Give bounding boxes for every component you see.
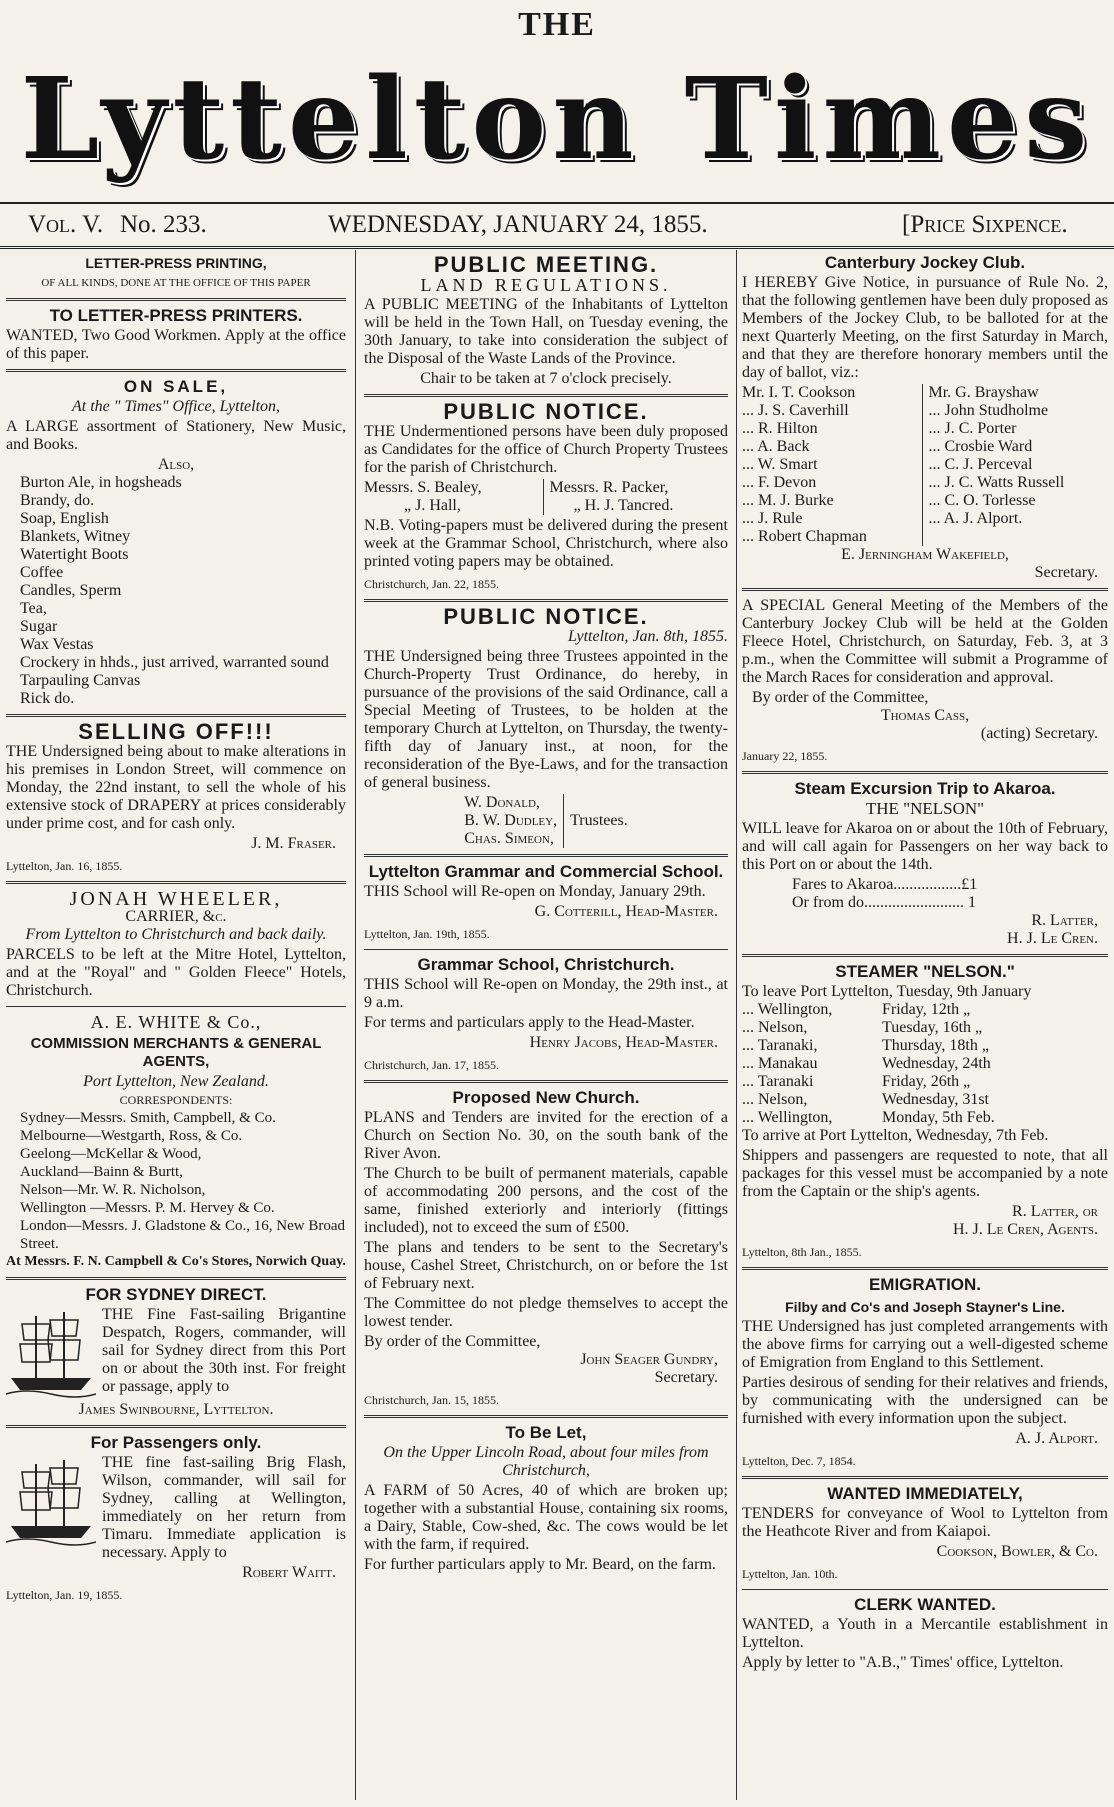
gsc-signature: Henry Jacobs, Head-Master. <box>529 1034 718 1051</box>
emigration-text: THE Undersigned has just completed arrangements with the above firms for carrying out a well-digested scheme of Emigration from England to this Settlement. <box>742 1318 1108 1371</box>
church-signature: John Seager Gundry, <box>580 1351 718 1368</box>
list-item: ... A. Back <box>742 438 810 455</box>
list-item: London—Messrs. J. Gladstone & Co., 16, New Broad Street. <box>20 1218 345 1252</box>
to-let-sub: On the Upper Lincoln Road, about four miles from Christchurch, <box>383 1444 709 1479</box>
special-meeting-text: A SPECIAL General Meeting of the Members of the Canterbury Jockey Club will be held at the Golden Fleece Hotel, Christchurch, on Saturday, Feb. 3, at 3 p.m., when the Committee will submit a Programme of the March Races for consideration and approval. <box>742 597 1108 686</box>
trustees-block <box>364 794 728 848</box>
jockey-signature: E. Jerningham Wakefield, <box>841 546 1009 563</box>
issue-number: No. 233. <box>120 211 207 238</box>
list-item: Burton Ale, in hogsheads <box>20 474 182 491</box>
list-item: Wellington —Messrs. P. M. Hervey & Co. <box>20 1200 275 1216</box>
public-meeting-sub: LAND REGULATIONS. <box>420 275 672 295</box>
list-item: Crockery in hhds., just arrived, warranted sound <box>20 654 329 671</box>
table-row <box>742 1091 1108 1109</box>
list-item: Wax Vestas <box>20 636 94 653</box>
table-cell: Friday, 12th „ <box>882 1001 971 1018</box>
printers-text: WANTED, Two Good Workmen. Apply at the office of this paper. <box>6 327 346 362</box>
list-item: „ H. J. Tancred. <box>573 497 674 514</box>
public-notice-1-text: THE Undermentioned persons have been duly proposed as Candidates for the office of Church Property Trustees for the parish of Christchurch. <box>364 423 728 476</box>
list-item: Messrs. S. Bealey, <box>364 479 482 496</box>
list-item: Mr. G. Brayshaw <box>928 384 1039 401</box>
column-rule-2 <box>736 250 737 1800</box>
list-item: ... A. J. Alport. <box>928 510 1023 527</box>
list-item: Brandy, do. <box>20 492 95 509</box>
list-item: ... John Studholme <box>928 402 1049 419</box>
list-item: Soap, English <box>20 510 109 527</box>
church-text-4: The Committee do not pledge themselves to accept the lowest tender. <box>364 1295 728 1330</box>
list-item: ... M. J. Burke <box>742 492 834 509</box>
public-meeting-chair: Chair to be taken at 7 o'clock precisely. <box>420 370 672 387</box>
divider <box>364 394 728 397</box>
table-row <box>742 1037 1108 1055</box>
list-item: Nelson—Mr. W. R. Nicholson, <box>20 1182 206 1198</box>
onsale-also: Also, <box>157 456 195 473</box>
list-item: ... F. Devon <box>742 474 817 491</box>
selling-heading: SELLING OFF!!! <box>78 719 274 744</box>
steam-excursion-sub: THE "NELSON" <box>865 799 985 818</box>
printers-heading: TO LETTER-PRESS PRINTERS. <box>49 306 303 325</box>
table-cell: Tuesday, 16th „ <box>882 1019 983 1036</box>
column-3 <box>742 250 1108 1800</box>
gsc-date: Christchurch, Jan. 17, 1855. <box>364 1058 499 1072</box>
clerk-wanted-text: WANTED, a Youth in a Mercantile establishment in Lyttelton. <box>742 1616 1108 1651</box>
table-cell: ... Nelson, <box>742 1091 808 1108</box>
masthead-the: THE <box>518 6 596 43</box>
table-row <box>742 1109 1108 1127</box>
selling-signature: J. M. Fraser. <box>251 835 336 852</box>
divider <box>364 854 728 857</box>
list-item: ... J. Rule <box>742 510 803 527</box>
divider <box>742 1589 1108 1590</box>
public-notice-1-heading: PUBLIC NOTICE. <box>443 399 649 424</box>
public-meeting-heading: PUBLIC MEETING. <box>433 252 659 277</box>
divider <box>6 1425 346 1428</box>
jockey-club-text: I HEREBY Give Notice, in pursuance of Rule No. 2, that the following gentlemen have been duly proposed as Members of the Jockey Club, to be balloted for at the next Quarterly Meeting, on the first Saturday in March, and that they are therefore honorary members until the day of ballot, viz.: <box>742 274 1108 381</box>
column-2 <box>364 250 728 1800</box>
special-meeting-date: January 22, 1855. <box>742 749 828 763</box>
public-notice-2-date: Lyttelton, Jan. 8th, 1855. <box>568 628 728 645</box>
steam-signature: R. Latter, <box>1031 912 1098 929</box>
steam-excursion-heading: Steam Excursion Trip to Akaroa. <box>794 779 1056 798</box>
table-cell: Wednesday, 24th <box>882 1055 991 1072</box>
volume: Vol. V. <box>28 211 104 238</box>
divider <box>6 1277 346 1280</box>
candidates <box>364 479 728 515</box>
steamer-arrive: To arrive at Port Lyttelton, Wednesday, 7th Feb. <box>742 1127 1049 1144</box>
white-heading: A. E. WHITE & Co., <box>90 1012 262 1032</box>
wanted-immediately-text: TENDERS for conveyance of Wool to Lyttelton from the Heathcote River and from Kaiapoi. <box>742 1505 1108 1540</box>
list-item: ... W. Smart <box>742 456 818 473</box>
to-let-text: A FARM of 50 Acres, 40 of which are broken up; together with a substantial House, containing six rooms, a Dairy, Stable, Cow-shed, &c. The cows would be let with the farm, if required. <box>364 1482 728 1553</box>
list-item: Blankets, Witney <box>20 528 131 545</box>
special-meeting-signature: Thomas Cass, <box>880 707 970 724</box>
selling-date: Lyttelton, Jan. 16, 1855. <box>6 859 123 873</box>
divider <box>364 1415 728 1418</box>
steamer-first-row: To leave Port Lyttelton, Tuesday, 9th January <box>742 983 1032 1000</box>
steamer-signature: R. Latter, or <box>1012 1203 1098 1220</box>
divider <box>6 714 346 717</box>
masthead <box>0 0 1114 210</box>
white-sub: COMMISSION MERCHANTS & GENERAL AGENTS, <box>30 1035 322 1070</box>
onsale-heading: ON SALE, <box>123 377 229 396</box>
correspondents-label: CORRESPONDENTS: <box>119 1093 233 1107</box>
church-text: PLANS and Tenders are invited for the erection of a Church on Section No. 30, on the south bank of the River Avon. <box>364 1109 728 1162</box>
list-item: Sydney—Messrs. Smith, Campbell, & Co. <box>20 1110 276 1126</box>
price: [Price Sixpence. <box>902 211 1068 238</box>
divider <box>6 881 346 884</box>
list-item: Chas. Simeon, <box>464 830 554 847</box>
table-cell: Wednesday, 31st <box>882 1091 989 1108</box>
jockey-signature-2: Secretary. <box>1034 564 1098 581</box>
list-item: ... Crosbie Ward <box>928 438 1033 455</box>
list-item: Mr. I. T. Cookson <box>742 384 856 401</box>
list-item: ... J. C. Watts Russell <box>928 474 1065 491</box>
divider <box>742 771 1108 774</box>
steam-excursion-text: WILL leave for Akaroa on or about the 10th of February, and will call again for Passengers on her way back to this Port on or about the 14th. <box>742 820 1108 873</box>
list-item: „ J. Hall, <box>404 497 461 514</box>
issue-date: WEDNESDAY, JANUARY 24, 1855. <box>328 211 708 238</box>
divider <box>742 1267 1108 1270</box>
public-notice-2-text: THE Undersigned being three Trustees appointed in the Church-Property Trust Ordinance, do hereby, in pursuance of the provisions of the said Ordinance, call a Special Meeting of Trustees, to be holden at the temporary Church at Lyttelton, on Thursday, the twenty-fifth day of January inst., at noon, for the reconsideration of the Bye-Laws, and for the transaction of general business. <box>364 648 728 791</box>
wanted-immediately-signature: Cookson, Bowler, & Co. <box>936 1543 1098 1560</box>
letterpress-sub: OF ALL KINDS, DONE AT THE OFFICE OF THIS PAPER <box>41 277 311 289</box>
list-item: Watertight Boots <box>20 546 129 563</box>
table-row <box>742 1001 1108 1019</box>
passengers-signature: Robert Waitt. <box>242 1564 336 1581</box>
table-row <box>742 1073 1108 1091</box>
list-item: ... J. S. Caverhill <box>742 402 849 419</box>
divider <box>6 298 346 301</box>
emigration-text-2: Parties desirous of sending for their relatives and friends, by communicating with the undersigned can be furnished with every information upon the subject. <box>742 1374 1108 1427</box>
steamer-date: Lyttelton, 8th Jan., 1855. <box>742 1245 862 1259</box>
letterpress-title: LETTER-PRESS PRINTING, <box>85 255 267 271</box>
divider <box>742 1476 1108 1479</box>
special-meeting-signature-2: (acting) Secretary. <box>980 725 1098 742</box>
sydney-text: THE Fine Fast-sailing Brigantine Despatch, Rogers, commander, will sail for Sydney direct from this Port on or about the 30th inst. For freight or passage, apply to <box>102 1306 346 1395</box>
public-meeting-text: A PUBLIC MEETING of the Inhabitants of Lyttelton will be held in the Town Hall, on Tuesday evening, the 30th January, to take into consideration the subject of the Disposal of the Waste Lands of the Province. <box>364 296 728 367</box>
list-item: Auckland—Bainn & Burtt, <box>20 1164 183 1180</box>
divider <box>6 369 346 372</box>
column-1 <box>6 250 346 1800</box>
church-text-2: The Church to be built of permanent materials, capable of accommodating 200 persons, and the cost of the same, finished exteriorly and interiorly (fittings included), not to exceed the sum of £500. <box>364 1165 728 1236</box>
list-item: ... J. C. Porter <box>928 420 1017 437</box>
lgs-signature: G. Cotterill, Head-Master. <box>534 903 718 920</box>
church-order: By order of the Committee, <box>364 1333 541 1350</box>
public-notice-1-nb: N.B. Voting-papers must be delivered during the present week at the Grammar School, Christchurch, where also printed voting papers may be obtained. <box>364 517 728 570</box>
table-row <box>742 1055 1108 1073</box>
newspaper-title: Lyttelton Times <box>20 54 1094 185</box>
special-meeting-order: By order of the Committee, <box>752 689 929 706</box>
list-item: Candles, Sperm <box>20 582 122 599</box>
table-cell: ... Taranaki <box>742 1073 814 1090</box>
jockey-club-heading: Canterbury Jockey Club. <box>824 253 1026 272</box>
table-cell: ... Wellington, <box>742 1109 833 1126</box>
to-let-text-2: For further particulars apply to Mr. Beard, on the farm. <box>364 1556 716 1573</box>
jonah-route: From Lyttelton to Christchurch and back daily. <box>25 926 327 943</box>
list-item: W. Donald, <box>464 794 540 811</box>
table-cell: Monday, 5th Feb. <box>882 1109 995 1126</box>
emigration-sub: Filby and Co's and Joseph Stayner's Line. <box>785 1299 1065 1315</box>
emigration-signature: A. J. Alport. <box>1015 1430 1098 1447</box>
white-place: Port Lyttelton, New Zealand. <box>83 1073 269 1090</box>
sydney-heading: FOR SYDNEY DIRECT. <box>85 1285 267 1304</box>
divider <box>6 1006 346 1007</box>
gsc-text-2: For terms and particulars apply to the Head-Master. <box>364 1014 695 1031</box>
divider <box>364 599 728 602</box>
to-let-heading: To Be Let, <box>505 1423 587 1442</box>
list-item: Geelong—McKellar & Wood, <box>20 1146 202 1162</box>
trustees-label: Trustees. <box>570 812 628 829</box>
emigration-heading: EMIGRATION. <box>868 1275 982 1294</box>
steam-signature-2: H. J. Le Cren. <box>1007 930 1098 947</box>
lgs-heading: Lyttelton Grammar and Commercial School. <box>368 862 724 881</box>
divider <box>364 949 728 950</box>
public-notice-1-date: Christchurch, Jan. 22, 1855. <box>364 577 499 591</box>
sydney-signature: James Swinbourne, Lyttelton. <box>78 1401 274 1418</box>
passengers-heading: For Passengers only. <box>90 1433 262 1452</box>
passengers-date: Lyttelton, Jan. 19, 1855. <box>6 1588 123 1602</box>
ship-icon <box>6 1454 96 1549</box>
list-item: B. W. Dudley, <box>464 812 558 829</box>
jonah-heading: JONAH WHEELER, <box>69 888 283 910</box>
table-cell: Friday, 26th „ <box>882 1073 971 1090</box>
onsale-items <box>6 474 346 708</box>
divider <box>364 1080 728 1083</box>
church-date: Christchurch, Jan. 15, 1855. <box>364 1393 499 1407</box>
lgs-text: THIS School will Re-open on Monday, January 29th. <box>364 883 706 900</box>
divider <box>742 588 1108 591</box>
list-item: ... C. J. Perceval <box>928 456 1033 473</box>
church-heading: Proposed New Church. <box>452 1088 640 1107</box>
clerk-wanted-text-2: Apply by letter to "A.B.," Times' office, Lyttelton. <box>742 1654 1064 1671</box>
fares-from: Or from do......................... 1 <box>792 894 976 911</box>
list-item: Coffee <box>20 564 64 581</box>
emigration-date: Lyttelton, Dec. 7, 1854. <box>742 1454 856 1468</box>
table-cell: ... Manakau <box>742 1055 818 1072</box>
steamer-text: Shippers and passengers are requested to note, that all packages for this vessel must be accompanied by a note from the Captain or the ship's agents. <box>742 1147 1108 1200</box>
steamer-nelson-heading: STEAMER "NELSON." <box>835 962 1015 981</box>
list-item: Melbourne—Westgarth, Ross, & Co. <box>20 1128 243 1144</box>
wanted-immediately-date: Lyttelton, Jan. 10th. <box>742 1567 838 1581</box>
list-item: Tarpauling Canvas <box>20 672 141 689</box>
list-item: Rick do. <box>20 690 75 707</box>
list-item: Sugar <box>20 618 58 635</box>
lgs-date: Lyttelton, Jan. 19th, 1855. <box>364 927 490 941</box>
gsc-text: THIS School will Re-open on Monday, the 29th inst., at 9 a.m. <box>364 976 728 1011</box>
table-cell: ... Taranaki, <box>742 1037 818 1054</box>
column-rule-1 <box>355 250 356 1800</box>
list-item: Tea, <box>20 600 47 617</box>
passengers-text: THE fine fast-sailing Brig Flash, Wilson, commander, will sail for Sydney, calling at Wellington, immediately on her return from Timaru. Immediate application is necessary. Apply to <box>102 1454 346 1561</box>
gsc-heading: Grammar School, Christchurch. <box>417 955 675 974</box>
divider <box>742 954 1108 957</box>
issue-ribbon <box>0 202 1114 249</box>
church-signature-2: Secretary. <box>654 1369 718 1386</box>
list-item: ... Robert Chapman <box>742 528 867 545</box>
table-row <box>742 1019 1108 1037</box>
correspondents-list <box>6 1109 346 1253</box>
list-item: Messrs. R. Packer, <box>549 479 669 496</box>
selling-text: THE Undersigned being about to make alterations in his premises in London Street, will commence on Monday, the 22nd instant, to sell the whole of his extensive stock of DRAPERY at prices considerably under prime cost, and for cash only. <box>6 743 346 832</box>
jockey-members <box>742 384 1108 546</box>
list-item: ... C. O. Torlesse <box>928 492 1036 509</box>
table-cell: Thursday, 18th „ <box>882 1037 989 1054</box>
onsale-text: A LARGE assortment of Stationery, New Music, and Books. <box>6 418 346 453</box>
jonah-sub: CARRIER, &c. <box>125 908 227 925</box>
white-stores: At Messrs. F. N. Campbell & Co's Stores, Norwich Quay. <box>6 1254 346 1269</box>
list-item: ... R. Hilton <box>742 420 818 437</box>
clerk-wanted-heading: CLERK WANTED. <box>854 1595 996 1614</box>
onsale-sub: At the " Times" Office, Lyttelton, <box>71 398 281 415</box>
steamer-schedule <box>742 1001 1108 1127</box>
steamer-signature-2: H. J. Le Cren, Agents. <box>952 1221 1098 1238</box>
table-cell: ... Wellington, <box>742 1001 833 1018</box>
jonah-text: PARCELS to be left at the Mitre Hotel, Lyttelton, and at the "Royal" and " Golden Fleece" Hotels, Christchurch. <box>6 946 346 999</box>
table-cell: ... Nelson, <box>742 1019 808 1036</box>
fares-akaroa: Fares to Akaroa.................£1 <box>792 876 978 893</box>
public-notice-2-heading: PUBLIC NOTICE. <box>443 604 649 629</box>
ship-icon <box>6 1306 96 1401</box>
wanted-immediately-heading: WANTED IMMEDIATELY, <box>827 1484 1023 1503</box>
church-text-3: The plans and tenders to be sent to the Secretary's house, Cashel Street, Christchurch, on or before the 1st of February next. <box>364 1239 728 1292</box>
